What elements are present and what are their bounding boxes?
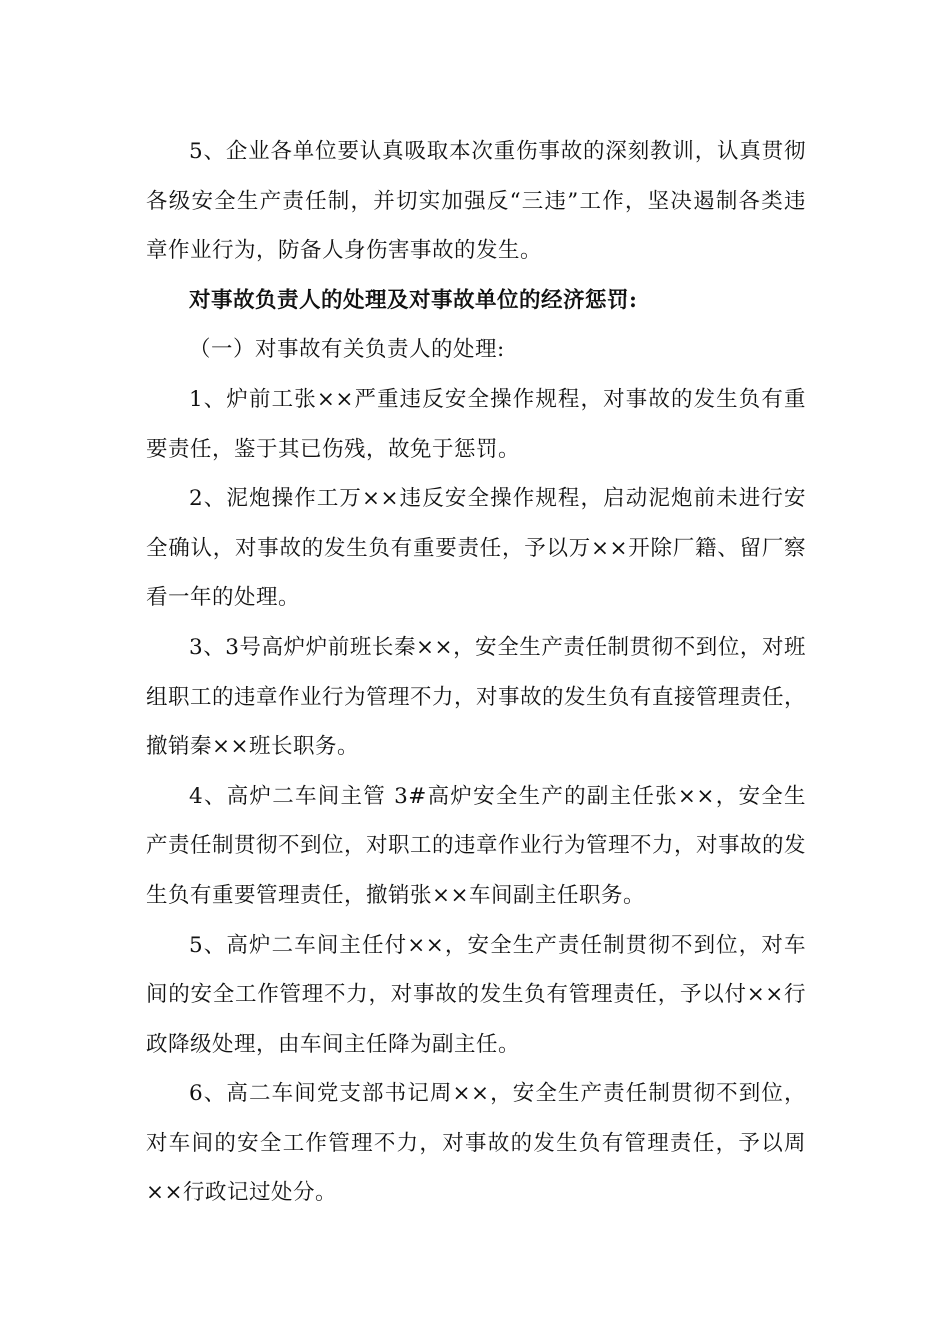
paragraph-item-6: 6、高二车间党支部书记周××，安全生产责任制贯彻不到位，对车间的安全工作管理不力，对事故的发生负有管理责任，予以周××行政记过处分。: [146, 1081, 806, 1206]
paragraph-item-5: 5、高炉二车间主任付××，安全生产责任制贯彻不到位，对车间的安全工作管理不力，对事故的发生负有管理责任，予以付××行政降级处理，由车间主任降为副主任。: [146, 932, 806, 1057]
paragraph-item-4: 4、高炉二车间主管 3#高炉安全生产的副主任张××，安全生产责任制贯彻不到位，对职工的违章作业行为管理不力，对事故的发生负有重要管理责任，撤销张××车间副主任职务。: [146, 783, 807, 908]
paragraph-item-1: 1、炉前工张××严重违反安全操作规程，对事故的发生负有重要责任，鉴于其已伤残，故免于惩罚。: [146, 386, 806, 462]
section-heading: 对事故负责人的处理及对事故单位的经济惩罚:: [189, 287, 638, 313]
document-body: [146, 127, 806, 1218]
paragraph-item-2: 2、泥炮操作工万××违反安全操作规程，启动泥炮前未进行安全确认，对事故的发生负有重要责任，予以万××开除厂籍、留厂察看一年的处理。: [146, 486, 806, 611]
subsection-heading: （一）对事故有关负责人的处理:: [189, 337, 505, 363]
paragraph-item-3: 3、3号高炉炉前班长秦××，安全生产责任制贯彻不到位，对班组职工的违章作业行为管理不力，对事故的发生负有直接管理责任，撤销秦××班长职务。: [146, 634, 807, 760]
paragraph-lesson-5: 5、企业各单位要认真吸取本次重伤事故的深刻教训，认真贯彻各级安全生产责任制，并切实加强反“三违”工作，坚决遏制各类违章作业行为，防备人身伤害事故的发生。: [146, 139, 806, 264]
